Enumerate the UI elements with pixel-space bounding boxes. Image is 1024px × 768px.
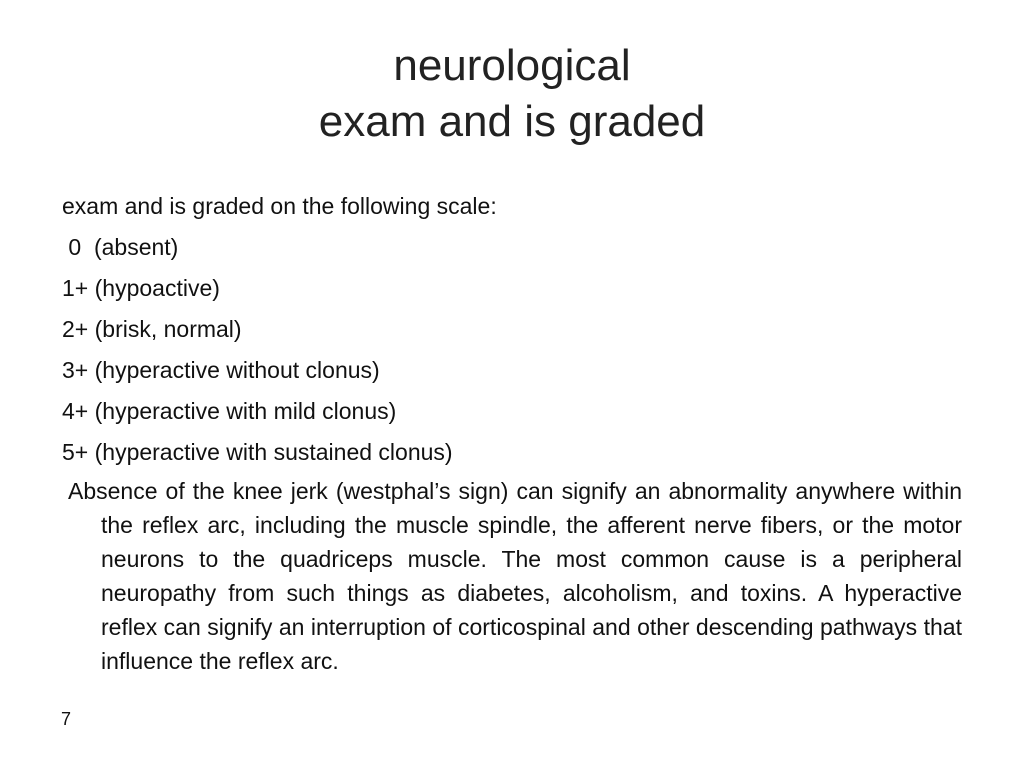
scale-intro: exam and is graded on the following scale:: [62, 193, 497, 219]
scale-item-1: 1+ (hypoactive): [62, 275, 220, 301]
slide-title-line-1: neurological: [393, 41, 631, 90]
slide-title-line-2: exam and is graded: [318, 97, 706, 146]
page-number: 7: [61, 709, 72, 729]
scale-item-4: 4+ (hyperactive with mild clonus): [62, 398, 397, 424]
slide-title: [0, 38, 1024, 150]
scale-item-5: 5+ (hyperactive with sustained clonus): [62, 439, 453, 465]
scale-item-0: 0 (absent): [62, 234, 179, 260]
scale-item-3: 3+ (hyperactive without clonus): [62, 357, 380, 383]
body-paragraph: Absence of the knee jerk (westphal’s sign) can signify an abnormality anywhere within the reflex arc, including the muscle spindle, the afferent nerve fibers, or the motor neurons to the quadriceps muscle. The most common cause is a peripheral neuropathy from such things as diabetes, alcoholism, and toxins. A hyperactive reflex can signify an interruption of corticospinal and other descending pathways that influence the reflex arc.: [68, 478, 962, 674]
scale-item-2: 2+ (brisk, normal): [62, 316, 242, 342]
grading-scale-list: [62, 186, 962, 473]
